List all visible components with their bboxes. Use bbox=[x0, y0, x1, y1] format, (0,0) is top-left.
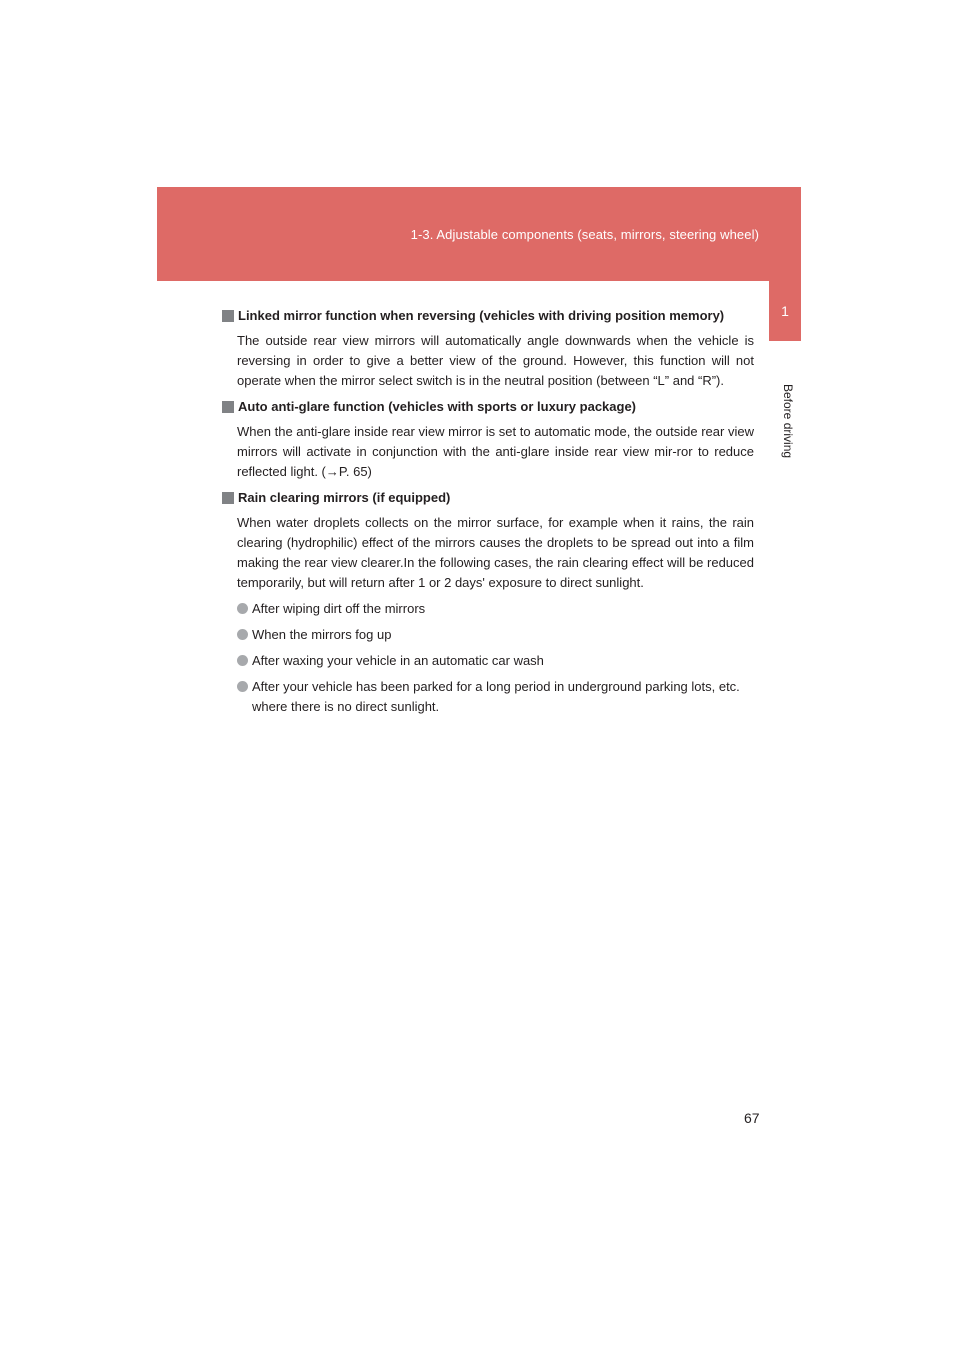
list-item bbox=[237, 677, 754, 717]
round-bullet-icon bbox=[237, 629, 248, 640]
page-content bbox=[222, 306, 754, 723]
chapter-header-band bbox=[157, 187, 801, 281]
chapter-label: Before driving bbox=[781, 384, 795, 459]
section-auto-anti-glare bbox=[222, 397, 754, 482]
heading-text: Linked mirror function when reversing (vehicles with driving position memory) bbox=[238, 308, 725, 323]
list-item bbox=[237, 599, 754, 619]
section-heading bbox=[222, 488, 754, 508]
round-bullet-icon bbox=[237, 655, 248, 666]
list-item bbox=[237, 625, 754, 645]
heading-text: Rain clearing mirrors (if equipped) bbox=[238, 490, 451, 505]
round-bullet-icon bbox=[237, 681, 248, 692]
chapter-number: 1 bbox=[781, 303, 789, 319]
section-body: When water droplets collects on the mirror surface, for example when it rains, the rain clearing (hydrophilic) effect of the mirrors causes the droplets to be spread out into a film making the rear view clearer.In the following cases, the rain clearing effect will be reduced temporarily, but will return after 1 or 2 days' exposure to direct sunlight. bbox=[237, 515, 754, 590]
chapter-tab bbox=[769, 281, 801, 341]
list-item-text: After waxing your vehicle in an automatic car wash bbox=[252, 653, 544, 668]
list-item-text: After your vehicle has been parked for a long period in underground parking lots, etc. where there is no direct sunlight. bbox=[252, 679, 740, 714]
section-title: 1-3. Adjustable components (seats, mirrors, steering wheel) bbox=[410, 227, 759, 242]
condition-list bbox=[237, 599, 754, 717]
square-bullet-icon bbox=[222, 401, 234, 413]
round-bullet-icon bbox=[237, 603, 248, 614]
square-bullet-icon bbox=[222, 492, 234, 504]
list-item-text: After wiping dirt off the mirrors bbox=[252, 601, 426, 616]
heading-text: Auto anti-glare function (vehicles with sports or luxury package) bbox=[238, 399, 637, 414]
list-item-text: When the mirrors fog up bbox=[252, 627, 392, 642]
section-linked-mirror bbox=[222, 306, 754, 391]
section-heading bbox=[222, 306, 754, 326]
page-number: 67 bbox=[744, 1110, 760, 1126]
section-heading bbox=[222, 397, 754, 417]
section-body: When the anti-glare inside rear view mirror is set to automatic mode, the outside rear view mirrors will activate in conjunction with the anti-glare inside rear view mir-ror to reduce reflected light. (→P. 65) bbox=[237, 424, 754, 479]
section-body: The outside rear view mirrors will automatically angle downwards when the vehicle is reversing in order to give a better view of the ground. However, this function will not operate when the mirror select switch is in the neutral position (between “L” and “R”). bbox=[237, 333, 754, 388]
list-item bbox=[237, 651, 754, 671]
section-rain-clearing bbox=[222, 488, 754, 717]
square-bullet-icon bbox=[222, 310, 234, 322]
